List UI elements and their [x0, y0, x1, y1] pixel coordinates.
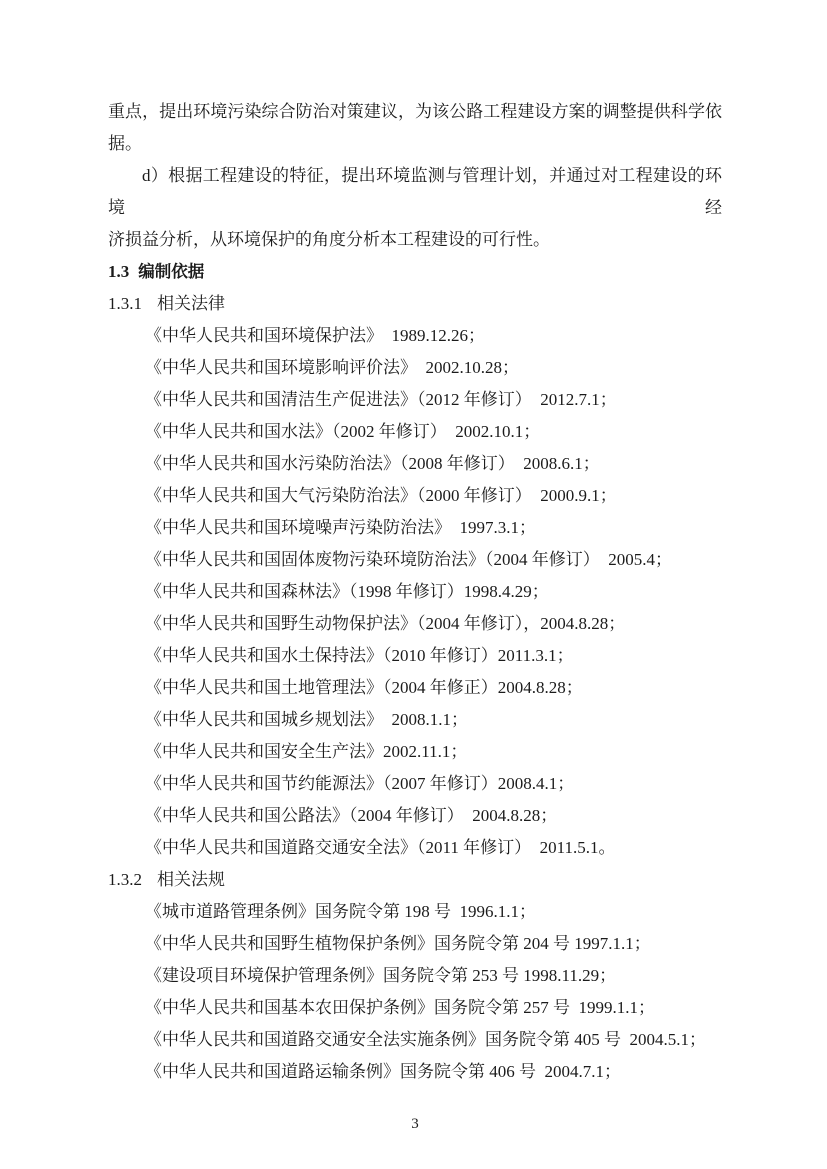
section-heading — [108, 256, 722, 288]
regulation-list — [108, 896, 722, 1088]
law-item: 《中华人民共和国公路法》（2004 年修订） 2004.8.28； — [145, 806, 558, 825]
law-list — [108, 320, 722, 864]
law-item: 《中华人民共和国安全生产法》2002.11.1； — [145, 742, 468, 761]
law-item: 《中华人民共和国土地管理法》（2004 年修正）2004.8.28； — [145, 678, 583, 697]
law-item: 《中华人民共和国清洁生产促进法》（2012 年修订） 2012.7.1； — [145, 390, 617, 409]
regulation-item: 《中华人民共和国野生植物保护条例》国务院令第 204 号 1997.1.1； — [145, 934, 651, 953]
law-item: 《中华人民共和国环境影响评价法》 2002.10.28； — [145, 358, 519, 377]
section-heading-title: 编制依据 — [138, 263, 205, 281]
law-item: 《中华人民共和国环境噪声污染防治法》 1997.3.1； — [145, 518, 536, 537]
section-heading-number: 1.3 — [108, 262, 130, 281]
subsection-heading-title: 相关法律 — [157, 294, 225, 313]
law-item: 《中华人民共和国野生动物保护法》（2004 年修订），2004.8.28； — [145, 614, 626, 633]
law-item: 《中华人民共和国大气污染防治法》（2000 年修订） 2000.9.1； — [145, 486, 617, 505]
law-item: 《中华人民共和国水土保持法》（2010 年修订）2011.3.1； — [145, 646, 574, 665]
regulation-item: 《建设项目环境保护管理条例》国务院令第 253 号 1998.11.29； — [145, 966, 617, 985]
regulation-item: 《城市道路管理条例》国务院令第 198 号 1996.1.1； — [145, 902, 536, 921]
subsection-heading-number: 1.3.2 — [108, 870, 142, 889]
law-item: 《中华人民共和国森林法》（1998 年修订）1998.4.29； — [145, 582, 549, 601]
paragraph-line: 重点，提出环境污染综合防治对策建议，为该公路工程建设方案的调整提供科学依 — [108, 102, 722, 121]
law-item: 《中华人民共和国水法》（2002 年修订） 2002.10.1； — [145, 422, 541, 441]
regulation-item: 《中华人民共和国道路运输条例》国务院令第 406 号 2004.7.1； — [145, 1062, 621, 1081]
paragraph-line: d）根据工程建设的特征，提出环境监测与管理计划，并通过对工程建设的环境经 — [108, 166, 722, 217]
law-item: 《中华人民共和国水污染防治法》（2008 年修订） 2008.6.1； — [145, 454, 600, 473]
regulation-item: 《中华人民共和国基本农田保护条例》国务院令第 257 号 1999.1.1； — [145, 998, 655, 1017]
paragraph-line: 济损益分析，从环境保护的角度分析本工程建设的可行性。 — [108, 230, 550, 249]
regulation-item: 《中华人民共和国道路交通安全法实施条例》国务院令第 405 号 2004.5.1； — [145, 1030, 706, 1049]
subsection-heading-laws — [108, 288, 722, 320]
body-paragraph — [108, 96, 722, 160]
paragraph-line: 据。 — [108, 134, 142, 153]
body-paragraph — [108, 160, 722, 256]
page-number: 3 — [411, 1116, 419, 1132]
subsection-heading-title: 相关法规 — [157, 870, 225, 889]
law-item: 《中华人民共和国城乡规划法》 2008.1.1； — [145, 710, 468, 729]
law-item: 《中华人民共和国节约能源法》（2007 年修订）2008.4.1； — [145, 774, 575, 793]
law-item: 《中华人民共和国环境保护法》 1989.12.26； — [145, 326, 485, 345]
subsection-heading-regulations — [108, 864, 722, 896]
law-item: 《中华人民共和国道路交通安全法》（2011 年修订） 2011.5.1。 — [145, 838, 616, 857]
law-item: 《中华人民共和国固体废物污染环境防治法》（2004 年修订） 2005.4； — [145, 550, 672, 569]
subsection-heading-number: 1.3.1 — [108, 294, 142, 313]
